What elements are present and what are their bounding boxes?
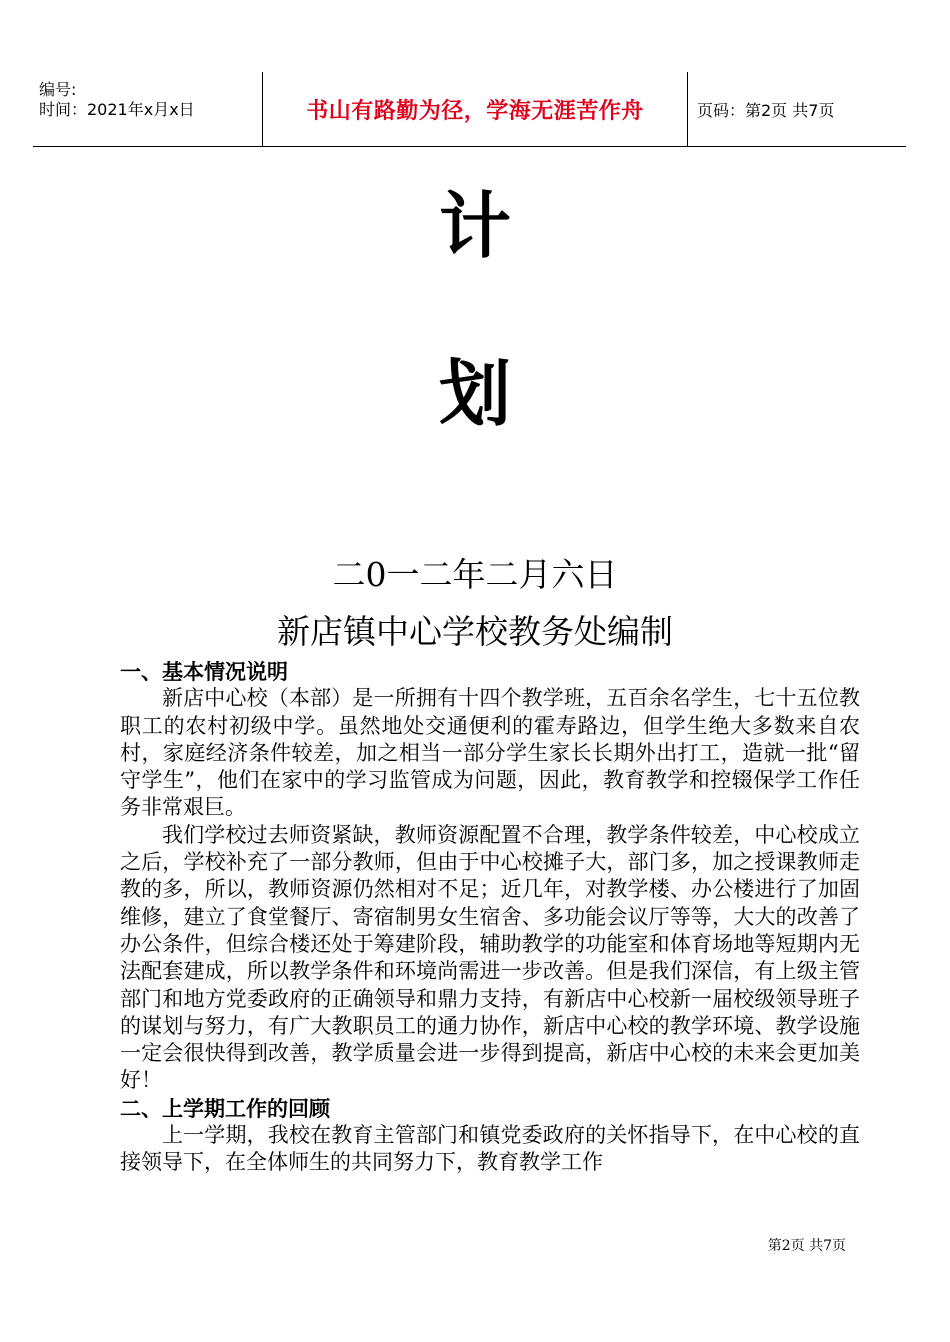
- paragraph-3: 上一学期，我校在教育主管部门和镇党委政府的关怀指导下，在中心校的直接领导下，在全体师生的共同努力下，教育教学工作: [120, 1123, 860, 1175]
- header-page-info: 页码：第2页 共7页: [697, 100, 835, 120]
- section-heading-2: 二、上学期工作的回顾: [120, 1095, 330, 1121]
- document-time-label: 时间：2021年x月x日: [39, 100, 195, 119]
- cover-date: 二0一二年二月六日: [332, 555, 618, 594]
- paragraph-2: 我们学校过去师资紧缺，教师资源配置不合理，教学条件较差，中心校成立之后，学校补充了一部分教师，但由于中心校摊子大，部门多，加之授课教师走教的多，所以，教师资源仍然相对不足；近几年，对教学楼、办公楼进行了加固维修，建立了食堂餐厅、寄宿制男女生宿舍、多功能会议厅等等，大大的改善了办公条件，但综合楼还处于筹建阶段，辅助教学的功能室和体育场地等短期内无法配套建成，所以教学条件和环境尚需进一步改善。但是我们深信，有上级主管部门和地方党委政府的正确领导和鼎力支持，有新店中心校新一届校级领导班子的谋划与努力，有广大教职员工的通力协作，新店中心校的教学环境、教学设施一定会很快得到改善，教学质量会进一步得到提高，新店中心校的未来会更加美好！: [120, 822, 860, 1093]
- section-heading-1: 一、基本情况说明: [120, 659, 288, 684]
- document-number-label: 编号:: [39, 80, 77, 99]
- cover-title-char-1: 计: [438, 184, 511, 268]
- cover-title-char-2: 划: [438, 352, 511, 436]
- page-header: [33, 72, 906, 147]
- cover-author: 新店镇中心学校教务处编制: [277, 612, 673, 651]
- document-body: [120, 658, 860, 1177]
- header-meta: [39, 72, 263, 154]
- header-motto: 书山有路勤为径，学海无涯苦作舟: [262, 72, 688, 146]
- page-footer: 第2页 共7页: [767, 1238, 846, 1254]
- paragraph-1: 新店中心校（本部）是一所拥有十四个教学班，五百余名学生，七十五位教职工的农村初级中学。虽然地处交通便利的霍寿路边，但学生绝大多数来自农村，家庭经济条件较差，加之相当一部分学生家长长期外出打工，造就一批“留守学生”，他们在家中的学习监管成为问题，因此，教育教学和控辍保学工作任务非常艰巨。: [120, 686, 860, 820]
